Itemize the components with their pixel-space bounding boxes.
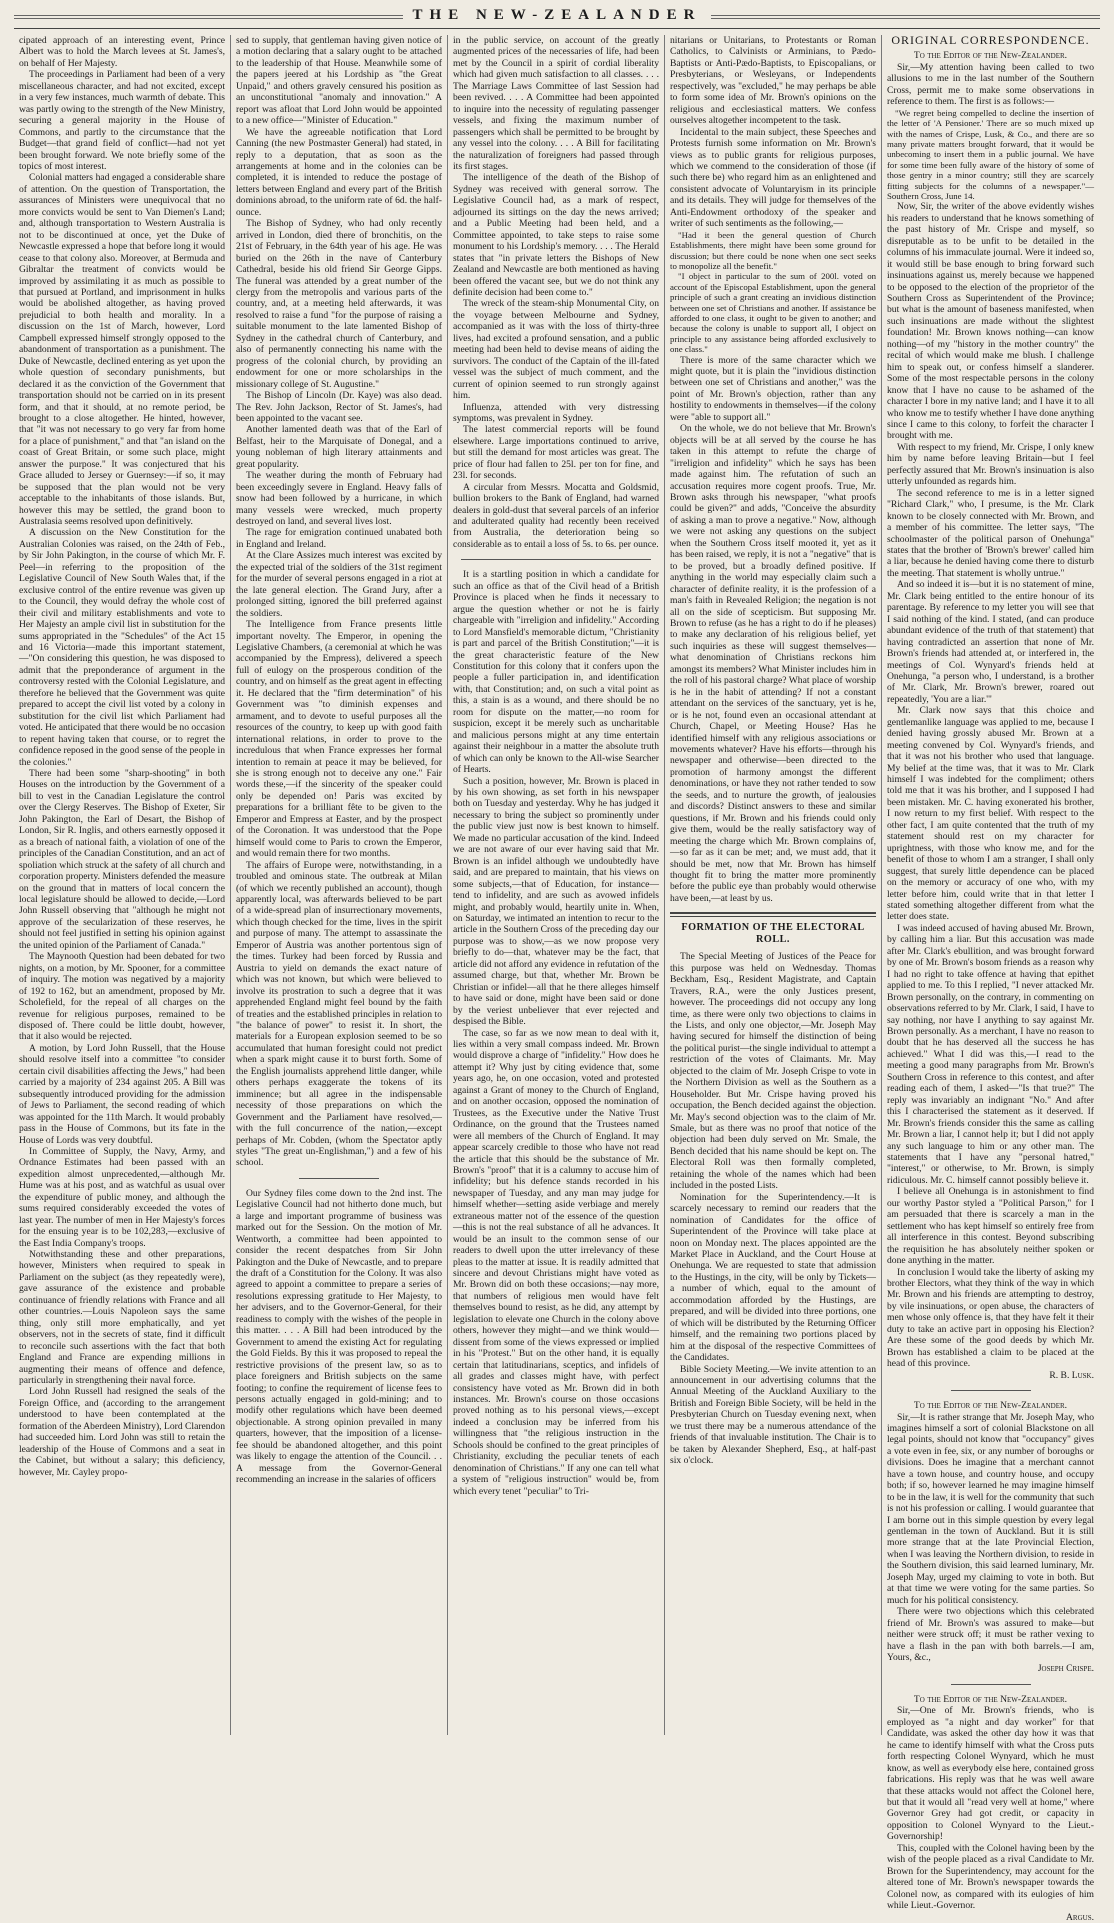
masthead <box>14 4 1100 29</box>
paragraph: There had been some "sharp-shooting" in both Houses on the introduction by the Government of a bill to vest in the Canadian Legislature the control over the Clergy Reserves. The Bishop of Exeter, Sir John Pakington, the Earl of Desart, the Bishop of London, Sir R. Inglis, and others earnestly opposed it as a breach of national faith, a violation of one of the principles of the Canadian Constitution, and an act of spoliation which struck at the safety of all church and corporation property. Ministers defended the measure on the ground that in matters of local concern the local legislature should be allowed to decide,—Lord John Russell observing that "although he might not approve of the secularization of these reserves, he should not feel justified in setting his opinion against the united opinion of the Parliament of Canada." <box>19 768 225 951</box>
paragraph: Our Sydney files come down to the 2nd inst. The Legislative Council had not hitherto done much, but a large and important programme of business was marked out for the Session. On the motion of Mr. Wentworth, a committee had been appointed to consider the recent despatches from Sir John Pakington and the Duke of Newcastle, and to prepare the draft of a Constitution for the Colony. It was also agreed to appoint a committee to prepare a series of resolutions expressing gratitude to Her Majesty, to her advisers, and to the Governor-General, for their readiness to comply with the wishes of the people in this matter. . . . A Bill had been introduced by the Government to amend the existing Act for regulating the Gold Fields. By this it was proposed to repeal the restrictive provisions of the present law, so as to place foreigners and British subjects on the same footing; to confine the requirement of license fees to persons actually engaged in gold-mining; and to modify other regulations which have been deemed objectionable. A strong opinion prevailed in many quarters, however, that the imposition of a license-fee should be abandoned altogether, and this point was likely to engage the attention of the Council. . . A message from the Governor-General recommending an increase in the salaries of officers <box>236 1187 442 1486</box>
column-4 <box>665 35 882 1735</box>
paragraph: Mr. Clark now says that this choice and gentlemanlike language was applied to me, because I denied having grossly abused Mr. Brown at a meeting convened by Col. Wynyard's friends, and that it was not his brother who used that language. My belief at the time was, that it was to Mr. Clark himself I was indebted for the compliment; others told me that it was his brother, and I supposed I had been mistaken. Mr. C. having exonerated his brother, I now return to my first belief. With respect to the other fact, I am quite contented that the truth of my statement should rest on my character for uprightness, with those who know me, and for the benefit of those to whom I am a stranger, I shall only suggest, that surely little dependence can be placed on the memory or accuracy of one who, with my letter before him, could write that in that letter I stated something altogether different from what the letter does state. <box>887 705 1094 923</box>
paragraph: The second reference to me is in a letter signed "Richard Clark," who, I presume, is the Mr. Clark known to be closely connected with Mr. Brown, and a member of his committee. The letter says, "The schoolmaster of the political parson of Onehunga" states that the brother of 'Brown's brewer' called him a liar, because he denied having come there to disturb the meeting. That statement is wholly untrue." <box>887 487 1094 579</box>
paragraph: Sir,—My attention having been called to two allusions to me in the last number of the Southern Cross, permit me to make some observations in reference to them. The first is as follows:— <box>887 61 1094 108</box>
divider <box>299 1178 379 1179</box>
paragraph: "I object in particular to the sum of 200l. voted on account of the Episcopal Establishment, upon the general principle of such a grant creating an invidious distinction between one set of Christians and another. If assistance be afforded to one class, it ought to be given to another; and because the colony is unable to support all, I object on principle to any assistance being afforded exclusively to one class." <box>670 271 876 355</box>
paragraph: The latest commercial reports will be found elsewhere. Large importations continued to arrive, but still the demand for most articles was great. The price of flour had fallen to 25l. per ton for fine, and 23l. for seconds. <box>453 424 659 482</box>
paragraph: in the public service, on account of the greatly augmented prices of the necessaries of life, had been met by the Council in a spirit of cordial liberality which had given much satisfaction to all classes. . . . The Marriage Laws Committee of last Session had been revived. . . . A Committee had been appointed to inquire into the necessity of regulating passenger vessels, and fixing the maximum number of passengers which shall be permitted to be brought by any vessel into the colony. . . . A Bill for facilitating the naturalization of foreigners had passed through its first stages. <box>453 35 659 172</box>
letter-address: To the Editor of the New-Zealander. <box>913 1693 1068 1705</box>
paragraph: The Bishop of Sydney, who had only recently arrived in London, died there of bronchitis, on the 21st of February, in the 64th year of his age. He was buried on the 26th in the nave of Canterbury Cathedral, beside his old friend Sir George Gipps. The funeral was attended by a great number of the clergy from the metropolis and various parts of the country, and, at a meeting held afterwards, it was resolved to raise a fund "for the purpose of raising a suitable monument to the late lamented Bishop of Sydney in the cathedral church of Canterbury, and also of permanently connecting his name with the progress of the colonial church, by providing an endowment for one or more scholarships in the missionary college of St. Augustine." <box>236 218 442 390</box>
paragraph: There is more of the same character which we might quote, but it is plain the "invidious distinction between one set of Christians and another," was the point of Mr. Brown's objection, rather than any hostility to endowments in themselves—if the colony were "able to support all." <box>670 354 876 423</box>
letter-address: To the Editor of the New-Zealander. <box>913 50 1068 62</box>
paragraph: Notwithstanding these and other preparations, however, Ministers when required to speak in Parliament on the subject (as they repeatedly were), gave assurance of the existence and probable continuance of friendly relations with France and all other countries.—Louis Napoleon says the same thing, only still more emphatically, and yet observers, not in the secrets of state, find it difficult to reconcile such assertions with the fact that both England and France are expending millions in augmenting their means of offence and defence, particularly in strengthening their naval force. <box>19 1249 225 1387</box>
column-5 <box>882 33 1099 1923</box>
paragraph: At the Clare Assizes much interest was excited by the expected trial of the soldiers of the 31st regiment for the murder of several persons engaged in a riot at the late general election. The Grand Jury, after a prolonged sitting, ignored the bill preferred against the soldiers. <box>236 550 442 619</box>
divider <box>951 1390 1031 1391</box>
paragraph: cipated approach of an interesting event, Prince Albert was to hold the March levees at St. James's, on behalf of Her Majesty. <box>19 35 225 69</box>
divider <box>461 559 651 560</box>
paragraph: "We regret being compelled to decline the insertion of the letter of 'A Pensioner.' There are so much mixed up with the names of Crispe, Lusk, & Co., and there are so many private matters brought forward, that it would be unbecoming to insert them in a public journal. We have for some time been fully aware of the history of some of those gentry in a minor country; still they are scarcely fitting subjects for the columns of a newspaper."—Southern Cross, June 14. <box>887 107 1094 201</box>
paragraph: I was indeed accused of having abused Mr. Brown, by calling him a liar. But this accusation was made after Mr. Clark's ebullition, and was brought forward by one of Mr. Brown's bosom friends as a reason why I had no right to take offence at having that epithet applied to me. To this I replied, "I never attacked Mr. Brown personally, on the contrary, in commenting on observations referred to by Mr. Clark, I said, I have to say nothing, nor have I anything to say against Mr. Brown personally. As a merchant, I have no reason to doubt that he has deserved all the success he has achieved." What I did was this,—I read to the meeting a good many paragraphs from Mr. Brown's Southern Cross in reference to this contest, and after reading each of them, I asked—"Is that true?" The reply was invariably an indignant "No." And after this I characterised the statement as it deserved. If Mr. Brown's friends consider this the same as calling Mr. Brown a liar, I cannot help it; but I did not apply any such language to him or any other man. The statements that I have any "personal hatred," "interest," or otherwise, to Mr. Brown, is simply ridiculous. Mr. C. himself cannot possibly believe it. <box>887 922 1095 1186</box>
section-rule <box>670 912 876 917</box>
column-1 <box>14 35 231 1735</box>
paragraph: A discussion on the New Constitution for the Australian Colonies was raised, on the 24th of Feb., by Sir John Pakington, in the course of which Mr. F. Peel—in referring to the proposition of the Legislative Council of New South Wales that, if the exclusive control of the entire revenue was given up to the Council, they would defray the whole cost of their civil and military establishments and vote to Her Majesty an ample civil list in substitution for the sums appropriated in the "Schedules" of the Act 15 and 16 Victoria—made this important statement,—"On considering this question, he was disposed to admit that the preponderance of argument in the controversy rested with the Colonial Legislature, and therefore he believed that the Government was quite prepared to accept the civil list voted by a colony in substitution for the civil list which Parliament had voted. He anticipated that there would be no occasion to repent having taken that course, or to regret the confidence reposed in the good sense of the people in the colonies." <box>19 527 225 768</box>
paragraph: In Committee of Supply, the Navy, Army, and Ordnance Estimates had been passed with an expedition almost unprecedented,—although Mr. Hume was at his post, and as watchful as usual over the expenditure of public money, and although the sums required considerably exceeded the votes of last year. The number of men in Her Majesty's forces for the ensuing year is to be 102,283,—exclusive of the East India Company's troops. <box>19 1145 225 1249</box>
paragraph: Sir,—One of Mr. Brown's friends, who is employed as "a night and day worker" for that Candidate, was asked the other day how it was that he came to identify himself with what the Cross puts forth respecting Colonel Wynyard, which he must know, as well as everybody else here, contained gross fabrications. His reply was that he was well aware that these attacks would not affect the Colonel here, but that it would all "read very well at home," where Governor Grey had got credit, or capacity in opposition to Colonel Wynyard to the Lieut.-Governorship! <box>887 1705 1094 1843</box>
paragraph: sed to supply, that gentleman having given notice of a motion declaring that a salary ought to be attached to the leadership of that House. Meanwhile some of the papers jeered at his Lordship as "the Great Unpaid," and others gravely censured his position as an unconstitutional "anomaly and innovation." A report was afloat that Lord John would be appointed to a new office—"Minister of Education." <box>236 35 442 127</box>
paragraph: The weather during the month of February had been exceedingly severe in England. Heavy falls of snow had been followed by a hurricane, in which many vessels were wrecked, much property destroyed on land, and several lives lost. <box>236 470 442 528</box>
columns <box>14 33 1100 1923</box>
letter-address: To the Editor of the New-Zealander. <box>913 1400 1068 1412</box>
paragraph: With respect to my friend, Mr. Crispe, I only knew him by name before leaving Britain—but I feel perfectly assured that Mr. Brown's insinuation is also utterly unfounded as regards him. <box>887 441 1094 488</box>
letter-signature: Joseph Crispe. <box>1037 1663 1094 1675</box>
paragraph: On the whole, we do not believe that Mr. Brown's objects will be at all served by the course he has taken in this attempt to refute the charge of "irreligion and infidelity" which he says has been made against him. The refutation of such an accusation requires more cogent proofs. True, Mr. Brown asks through his newspaper, "what proofs could be given?" and adds, "Conceive the absurdity of asking a man to prove a negative." Now, although we were not asking any questions on the subject when the Southern Cross itself mooted it, yet as it has been raised, we reply, it is not a "negative" that is to be proved, but a broadly defined positive. If anything in the world may especially claim such a character of definite reality, it is the profession of a man's faith in Revealed Religion; the negation is not all on the side of scepticism. But supposing Mr. Brown to refuse (as he has a right to do if he pleases) to make any declaration of his religious belief, yet such inquiries as these will suggest themselves—what denomination of Christians reckons him amongst its members? What Minister includes him in the roll of his pastoral charge? What place of worship is he in the habit of attending? If not a constant attendant on the services of the sanctuary, yet is he, or is he not, found even an occasional attendant at Church, Chapel, or Meeting House? Has he identified himself with any religious associations or movements whatever? Have his efforts—through his newspaper and otherwise—been directed to the promotion of harmony amongst the different denominations, or have they not rather tended to sow the seeds, and to nurture the growth, of jealousies and discords? Distinct answers to these and similar questions, if Mr. Brown and his friends could only give them, would be the really satisfactory way of meeting the charge which Mr. Brown complains of,—so far as it can be met; and, we must add, that it should be met, now that Mr. Brown has himself thought fit to bring the matter more prominently before the public eye than probably would otherwise have been,—at least by us. <box>670 423 876 904</box>
paragraph: The intelligence of the death of the Bishop of Sydney was received with general sorrow. The Legislative Council had, as a mark of respect, adjourned its sittings on the day the news arrived; and a Public Meeting had been held, and a Committee appointed, to take steps to raise some monument to his Lordship's memory. . . . The Herald states that "in private letters the Bishops of New Zealand and Newcastle are both mentioned as having been offered the vacant see, but we do not think any definite decision had been come to." <box>453 172 659 298</box>
paragraph: And so indeed it is—but it is no statement of mine, Mr. Clark being entitled to the entire honour of its parentage. By reference to my letter you will see that I said nothing of the kind. I stated, (and can produce abundant evidence of the truth of that statement) that having contradicted an assertion that none of Mr. Brown's friends had attended at, or interfered in, the meetings of Col. Wynyard's friends held at Onehunga, "a person who, I understand, is a brother of Mr. Clark, Mr. Brown's brewer, roared out repeatedly, 'You are a liar.'" <box>887 579 1094 705</box>
paragraph: A circular from Messrs. Mocatta and Goldsmid, bullion brokers to the Bank of England, had warned dealers in gold-dust that several parcels of an inferior and adulterated quality had recently been received from Australia, the deterioration being so considerable as to entail a loss of 5s. to 6s. per ounce. <box>453 481 659 550</box>
paragraph: The Special Meeting of Justices of the Peace for this purpose was held on Wednesday. Thomas Beckham, Esq., Resident Magistrate, and Captain Travers, R.A., were the only Justices present, however. The proceedings did not occupy any long time, as there were only two objections to claims in the Lists, and only one objector,—Mr. Joseph May having secured for himself the distinction of being the political purist—the single individual to attempt a restriction of the votes of Claimants. Mr. May objected to the claim of Mr. Joseph Crispe to vote in the Northern Division as well as the Southern as a Householder. But Mr. Crispe having proved his occupation, the Bench decided against the objection. Mr. May's second objection was to the claim of Mr. Smale, but as there was no proof that notice of the objection had been duly served on Mr. Smale, the Bench decided that his name should be kept on. The Electoral Roll was then formally completed, retaining the whole of the names which had been included in the posted Lists. <box>670 951 876 1192</box>
paragraph: The rage for emigration continued unabated both in England and Ireland. <box>236 527 442 550</box>
letter-lusk <box>887 62 1094 1370</box>
paragraph: "Had it been the general question of Church Establishments, there might have been some ground for discussion; but there could be none when one sect seeks to monopolize all the benefit." <box>670 229 876 271</box>
paragraph: The affairs of Europe were, notwithstanding, in a troubled and ominous state. The outbreak at Milan (of which we recently published an account), though apparently local, was afterwards believed to be part of a wide-spread plan of insurrectionary movements, which though checked for the time, lives in the spirit and purpose of many. The attempt to assassinate the Emperor of Austria was another portentous sign of the times. Turkey had been forced by Russia and Austria to yield on demands the exact nature of which was not known, but which were believed to involve its prostration to such a degree that it was apprehended England might feel bound by the faith of treaties and the established principles in relation to "the balance of power" to resist it. In short, the materials for a European explosion seemed to be so accumulated that human foresight could not predict when a spark might cause it to burst forth. Some of the English journalists apprehend little danger, while others perhaps exaggerate the tokens of its imminence; but all agree in the indispensable necessity of those preparations on which the Government and the Parliament have resolved,—with the full concurrence of the nation,—except perhaps of Mr. Cobden, (whom the Spectator aptly styles "The great un-Englishman,") and a few of his school. <box>236 859 442 1169</box>
paragraph: The Bishop of Lincoln (Dr. Kaye) was also dead. The Rev. John Jackson, Rector of St. James's, had been appointed to the vacant see. <box>236 390 442 424</box>
paragraph: The wreck of the steam-ship Monumental City, on the voyage between Melbourne and Sydney, accompanied as it was with the loss of thirty-three lives, had excited a profound sensation, and a public meeting had been held to devise means of aiding the survivors. The conduct of the Captain of the ill-fated vessel was the subject of much comment, and the current of opinion seemed to run strongly against him. <box>453 298 659 402</box>
letter-argus <box>887 1705 1094 1911</box>
paragraph: Another lamented death was that of the Earl of Belfast, heir to the Marquisate of Donegal, and a young nobleman of high literary attainments and great popularity. <box>236 424 442 470</box>
paragraph: Bible Society Meeting.—We invite attention to an announcement in our advertising columns that the Annual Meeting of the Auckland Auxiliary to the British and Foreign Bible Society, will be held in the Presbyterian Church on Tuesday evening next, when we trust there may be a numerous attendance of the friends of that invaluable institution. The Chair is to be taken by Alexander Shepherd, Esq., at half-past six o'clock. <box>670 1363 876 1467</box>
paragraph: A motion, by Lord John Russell, that the House should resolve itself into a committee "to consider certain civil disabilities affecting the Jews," had been carried by a majority of 234 against 205. A Bill was subsequently introduced providing for the admission of Jews to Parliament, the second reading of which was appointed for the 11th March. It would probably pass in the House of Commons, but its fate in the House of Lords was very doubtful. <box>19 1042 225 1146</box>
paragraph: I believe all Onehunga is in astonishment to find our worthy Pastor styled a "Political Parson," for I am persuaded that there is scarcely a man in the settlement who has kept himself so entirely free from all interference in this contest. Beyond subscribing the requisition he has absolutely neither spoken or done anything in the matter. <box>887 1186 1094 1267</box>
paragraph: There were two objections which this celebrated friend of Mr. Brown's was assured to make—but neither were struck off; it must be rather vexing to have a flash in the pan with both barrels.—I am, Yours, &c., <box>887 1606 1094 1664</box>
paragraph: Influenza, attended with very distressing symptoms, was prevalent in Sydney. <box>453 401 659 424</box>
paragraph: Sir,—It is rather strange that Mr. Joseph May, who imagines himself a sort of colonial Blackstone on all legal points, should not know that "occupancy" gives a vote even in fee, six, or any number of boroughs or divisions. Does he imagine that a merchant cannot have a town house, and country house, and occupy both; if so, however learned he may imagine himself to be in the law, it is well for the community that such is not his profession or calling. I would guarantee that I am borne out in this simple question by every legal gentleman in the town of Auckland. But it is still more strange that at the late Provincial Election, when I was leaving the Northern division, to reside in the Southern division, this said learned luminary, Mr. Joseph May, urged my claiming to vote in both. But at that time we were voting for the same parties. So much for his political consistency. <box>887 1411 1094 1606</box>
paragraph: Nomination for the Superintendency.—It is scarcely necessary to remind our readers that the nomination of Candidates for the office of Superintendent of the Province will take place at noon on Monday next. The places appointed are the Market Place in Auckland, and the Court House at Onehunga. We are requested to state that admission to the Hustings, in the city, will be only by Tickets—a number of which, equal to the amount of accommodation afforded by the Hustings, are prepared, and will be divided into three portions, one of which will be distributed by the Returning Officer himself, and the remaining two portions placed by him at the disposal of the respective Committees of the Candidates. <box>670 1191 876 1364</box>
paragraph: This, coupled with the Colonel having been by the wish of the people placed as a rival Candidate to Mr. Brown for the Superintendency, may account for the altered tone of Mr. Brown's newspaper towards the Colonel now, as compared with its eulogies of him while Lieut.-Governor. <box>887 1842 1094 1912</box>
correspondence-heading: ORIGINAL CORRESPONDENCE. <box>891 33 1090 47</box>
paragraph: The Intelligence from France presents little important novelty. The Emperor, in opening the Legislative Chambers, (a ceremonial at which he was accompanied by the Empress), delivered a speech full of eulogy on the prosperous condition of the country, and on himself as the great agent in effecting it. He declared that the "firm determination" of his Government was "to diminish expenses and armament, and to devote to useful purposes all the resources of the country, to keep up with good faith international relations, in order to prove to the incredulous that when France expresses her formal intention to remain at peace it may be believed, for she is strong enough not to deceive any one." Fair words these,—if the sincerity of the speaker could only be depended on! Paris was excited by preparations for a brilliant fête to be given to the Emperor and Empress at Easter, and by the prospect of the Coronation. It was understood that the Pope himself would come to Paris to crown the Emperor, and would remain there for two months. <box>236 619 442 860</box>
paragraph: Incidental to the main subject, these Speeches and Protests furnish some information on Mr. Brown's views as to public grants for religious purposes, which we commend to the consideration of those (if such there be) who regard him as an enlightened and consistent advocate of Voluntaryism in its principle and its details. They will judge for themselves of the Anti-Endowment orthodoxy of the speaker and writer of such sentiments as the following,— <box>670 126 876 230</box>
paragraph: We have the agreeable notification that Lord Canning (the new Postmaster General) had stated, in reply to a deputation, that as soon as the arrangements at home and in the colonies can be completed, it is intended to reduce the postage of letters between England and every part of the British dominions abroad, to the uniform rate of 6d. the half-ounce. <box>236 126 442 218</box>
paragraph: Now, Sir, the writer of the above evidently wishes his readers to understand that he knows something of the past history of Mr. Crispe and myself, so disreputable as to be unfit to be detailed in the columns of his immaculate journal. Were it indeed so, it would still be base enough to bring forward such insinuations against us, merely because we happened to be opposed to the election of the proprietor of the Southern Cross as Superintendent of the Province; but what is the amount of baseness manifested, when such insinuations are made without the slightest foundation! Mr. Brown knows nothing—can know nothing—of my "history in the mother country" the recital of which would make me blush. I challenge him to speak out, or confess himself a slanderer. Some of the most respectable persons in the colony know that I have no cause to be ashamed of the character I bore in my native land; and I have it to all who know me to testify whether I have done anything since I came to this colony, to forfeit the character I brought with me. <box>887 201 1095 442</box>
paragraph: The case, so far as we now mean to deal with it, lies within a very small compass indeed. Mr. Brown would disprove a charge of "infidelity." How does he attempt it? Why just by citing evidence that, some years ago, he, on one occasion, voted and protested against a Grant of money to the Church of England, and on another occasion, opposed the nomination of Trustees, as the Executive under the Native Trust Ordinance, on the ground that the Trustees named were all members of the Church of England. It may appear scarcely credible to those who have not read the article that this should be the substance of Mr. Brown's "proof" that it is a calumny to accuse him of infidelity; but his defence stands recorded in his newspaper of Tuesday, and any man may judge for himself whether—setting aside verbiage and merely extraneous matter not of the essence of the question—this is not the real substance of all he advances. It would be an insult to the common sense of our readers to dwell upon the utter irrelevancy of these pleas to the matter at issue. It is readily admitted that sincere and devout Christians might have voted as Mr. Brown did on both these occasions;—nay more, that numbers of religious men would have felt themselves bound to resist, as he did, any attempt by legislation to elevate one Church in the colony above others, however they might—and we think would—dissent from some of the views expressed or implied in his "Protest." But on the other hand, it is equally certain that latitudinarians, sceptics, and infidels of all grades and classes might have, with perfect consistency have voted as Mr. Brown did in both instances. Mr. Brown's course on those occasions proved nothing as to his personal views,—except indeed a conclusion may be inferred from his willingness that "the religious instruction in the Schools should be confined to the great principles of Christianity, excluding the peculiar tenets of each denomination of Christians." If any one can tell what a system of "religious instruction" would be, from which every tenet "peculiar" to Tri- <box>453 1027 659 1497</box>
paragraph: Lord John Russell had resigned the seals of the Foreign Office, and (according to the arrangement understood to have been contemplated at the formation of the Aberdeen Ministry), Lord Clarendon had succeeded him. Lord John was still to retain the leadership of the House of Commons and a seat in the Cabinet, but without a salary; this deficiency, however, Mr. Cayley propo- <box>19 1386 225 1478</box>
editorial-continued <box>670 35 876 904</box>
divider <box>951 1684 1031 1685</box>
paragraph: Such a position, however, Mr. Brown is placed in by his own showing, as set forth in his newspaper both on Tuesday and yesterday. Why he has judged it necessary to bring the subject so prominently under the public view just now is best known to himself. We made no particular accusation of the kind. Indeed we are not aware of our ever having said that Mr. Brown is an infidel although we undoubtedly have said, and are prepared to maintain, that his views on some subjects,—that of Education, for instance—tend to infidelity, and are such as avowed infidels might, and probably would, heartily unite in. When, on Saturday, we intimated an intention to recur to the article in the Southern Cross of the preceding day our purpose was to show,—as we now propose very briefly to do—that, whatever may be the fact, that article did not afford any evidence in refutation of the assumed charge, but that, whether Mr. Brown be Christian or infidel—all that he there alleges himself to have said or done, might have been said or done by the veriest unbeliever that ever rejected and despised the Bible. <box>453 775 659 1028</box>
electoral-roll-article <box>670 951 876 1466</box>
letter-crispe <box>887 1412 1094 1664</box>
letter-signature: Argus. <box>1066 1911 1094 1923</box>
electoral-roll-heading: FORMATION OF THE ELECTORAL ROLL. <box>681 922 865 945</box>
paragraph: nitarians or Unitarians, to Protestants or Roman Catholics, to Calvinists or Arminians, to Pædo-Baptists or Anti-Pædo-Baptists, to Episcopalians, or Presbyterians, or Wesleyans, or Independents respectively, was "excluded," he may perhaps be able to form some idea of Mr. Brown's opinions on the religious and ecclesiastical matters. We confess ourselves altogether incompetent to the task. <box>670 35 876 127</box>
column-3 <box>448 35 665 1735</box>
newspaper-title: THE NEW-ZEALANDER <box>403 7 712 23</box>
paragraph: It is a startling position in which a candidate for such an office as that of the Civil head of a British Province is placed when he finds it necessary to argue the question whether or not he is fairly chargeable with "irreligion and infidelity." According to Lord Mansfield's memorable dictum, "Christianity is part and parcel of the British Constitution;"—it is the great characteristic feature of the New Constitution for this colony that it confers upon the people a fuller participation in, and identification with, that Constitution; and, on such a vital point as this, a stain is as a wound, and there should be no room for dispute on the matter,—no room for suspicion, except it be merely such as uncharitable and malicious persons might at any time entertain against their neighbour in a matter the absolute truth of which can only be known to the All-wise Searcher of Hearts. <box>453 569 659 776</box>
paragraph: The proceedings in Parliament had been of a very miscellaneous character, and had not excited, except in a very few instances, much warmth of debate. This was partly owing to the strength of the New Ministry, securing a general majority in the House of Commons, and partly to the circumstance that the Budget—that grand field of conflict—had not yet been brought forward. We note briefly some of the topics of most interest. <box>19 69 225 172</box>
letter-signature: R. B. Lusk. <box>1049 1369 1094 1381</box>
paragraph: In conclusion I would take the liberty of asking my brother Electors, what they think of the way in which Mr. Brown and his friends are attempting to destroy, by vile insinuations, or open abuse, the characters of men whose only offence is, that they have felt it their duty to take an active part in opposing his Election? Are these some of the good deeds by which Mr. Brown has established a claim to be placed at the head of this province. <box>887 1266 1094 1370</box>
paragraph: The Maynooth Question had been debated for two nights, on a motion, by Mr. Spooner, for a committee of inquiry. The motion was negatived by a majority of 192 to 162, but an amendment, proposed by Mr. Scholefield, for the repeal of all charges on the revenue for religious purposes, remained to be disposed of. There could be little doubt, however, that it also would be rejected. <box>19 951 225 1043</box>
paragraph: Colonial matters had engaged a considerable share of attention. On the question of Transportation, the assurances of Ministers were unequivocal that no more convicts would be sent to Van Diemen's Land; and, although transportation to Western Australia is not to be discontinued at once, yet the Duke of Newcastle expressed a hope that before long it would cease to that colony also. Moreover, at Bermuda and Gibraltar the treatment of convicts would be improved by assimilating it as much as possible to that pursued at Portland, and imprisonment in hulks would be abolished altogether, as having proved prejudicial to both health and morality. In a discussion on the 1st of March, however, Lord Campbell expressed himself strongly opposed to the abandonment of transportation as a punishment. The Duke of Newcastle, declined entering as yet upon the whole question of secondary punishments, but declared it as the conviction of the Government that transportation should not be carried on in its present form, and that it should, at no remote period, be brought to a close altogether. He hinted, however, that "it was not necessary to go very far from home for a place of punishment," and that "an island on the coast of Great Britain, or some such place, might answer the purpose." It was conjectured that his Grace alluded to Jersey or Guernsey:—if so, it may be supposed that the plan would not be very acceptable to the inhabitants of those islands. But, however this may be settled, the grand boon to Australasia seems resolved upon definitively. <box>19 172 225 528</box>
column-2 <box>231 35 448 1735</box>
